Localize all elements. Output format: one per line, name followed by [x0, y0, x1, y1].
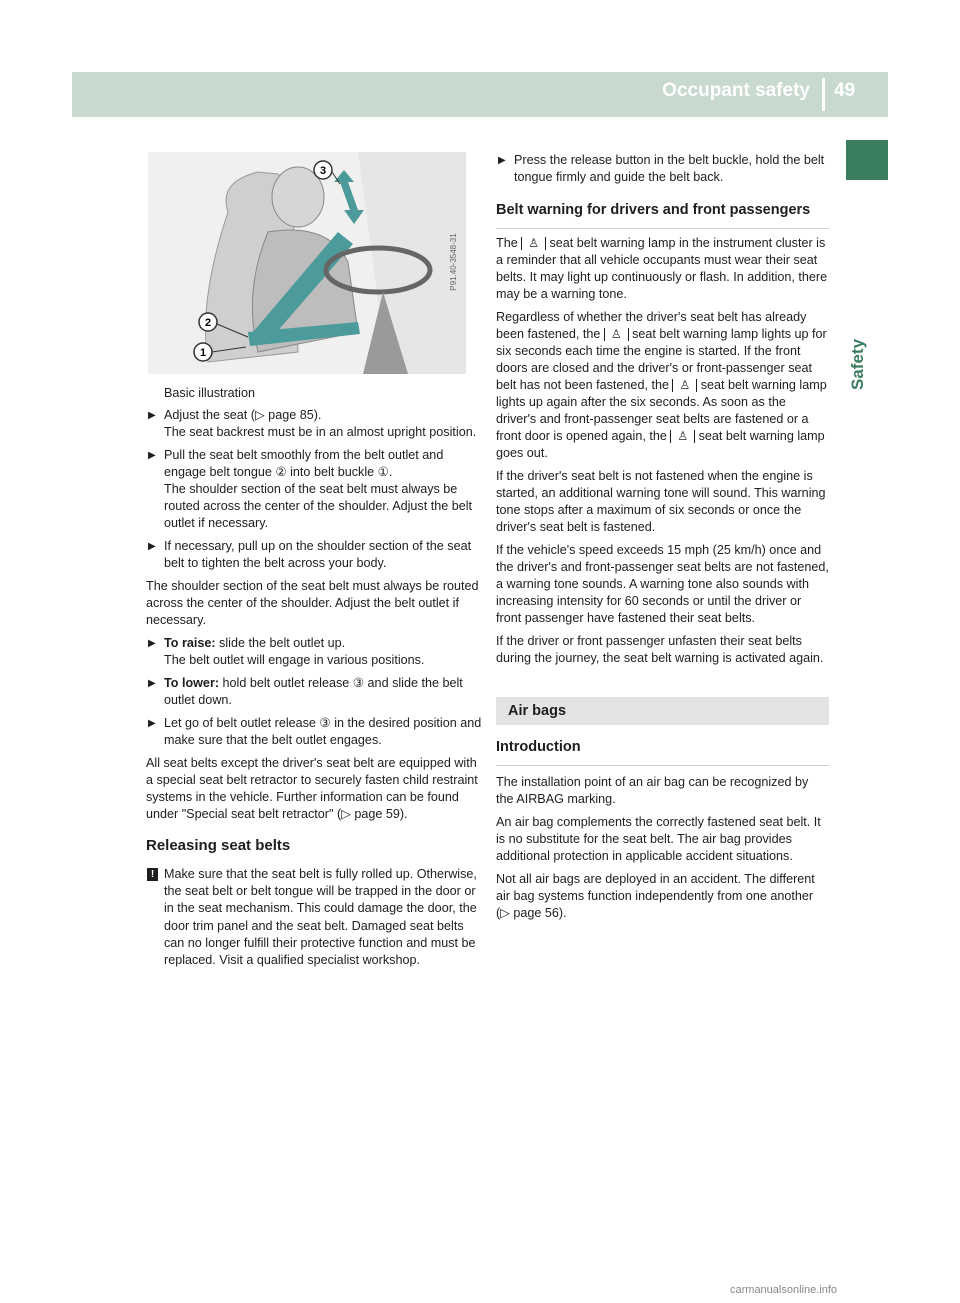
step-raise: ▶ To raise: slide the belt outlet up. The belt outlet will engage in various positions.	[148, 636, 425, 667]
step-arrow-icon: ▶	[148, 718, 156, 729]
step-arrow-icon: ▶	[148, 638, 156, 649]
driver-seatbelt-drawing	[148, 152, 466, 374]
step-pull-belt: ▶ Pull the seat belt smoothly from the belt outlet and engage belt tongue ② into belt buckle ①. The shoulder section of the seat belt must always be routed across the center of the shoulder. Adjust the belt outlet if necessary.	[148, 448, 473, 530]
step-lower: ▶ To lower: hold belt outlet release ③ and slide the belt outlet down.	[148, 676, 463, 707]
step-arrow-icon: ▶	[148, 450, 156, 461]
page-number: 49	[834, 80, 856, 101]
step-release: ▶ Press the release button in the belt buckle, hold the belt tongue firmly and guide the belt back.	[498, 153, 825, 184]
heading-belt-warning: Belt warning for drivers and front passengers	[496, 200, 829, 229]
paragraph-airbag-complement: An air bag complements the correctly fastened seat belt. It is no substitute for the seat belt. The air bag provides additional protection in applicable accident situations.	[496, 815, 821, 863]
step-let-go: ▶ Let go of belt outlet release ③ in the desired position and make sure that the belt outlet engages.	[148, 716, 482, 747]
paragraph-unfasten: If the driver or front passenger unfasten their seat belts during the journey, the seat belt warning is activated again.	[496, 634, 824, 665]
paragraph-airbag-marking: The installation point of an air bag can be recognized by the AIRBAG marking.	[496, 775, 809, 806]
left-column	[146, 152, 486, 969]
section-air-bags: Air bags	[496, 697, 829, 725]
step-arrow-icon: ▶	[148, 541, 156, 552]
paragraph-warning-lamp-timing: Regardless of whether the driver's seat belt has already been fastened, the ♙ seat belt warning lamp lights up for six seconds each time the engine is started. If the front doors are closed and the driver's or front-passenger seat belt has not been fastened, the ♙ seat belt warning lamp lights up again after the six seconds. As soon as the driver's and front-passenger seat belts are fastened or a front door is opened again, the ♙ seat belt warning lamp goes out.	[496, 310, 827, 460]
paragraph-shoulder: The shoulder section of the seat belt must always be routed across the center of the shoulder. Adjust the belt outlet if necessary.	[146, 579, 479, 627]
seatbelt-icon: ♙	[604, 328, 629, 341]
section-label: Safety	[848, 338, 867, 390]
heading-introduction: Introduction	[496, 739, 829, 766]
section-tab	[846, 140, 888, 180]
callout-2: 2	[204, 317, 212, 329]
site-watermark: carmanualsonline.info	[730, 1284, 838, 1296]
seat-belt-illustration	[148, 152, 466, 374]
paragraph-airbag-deploy: Not all air bags are deployed in an accident. The different air bag systems function independently from one another (▷ page 56).	[496, 872, 815, 920]
seatbelt-icon: ♙	[670, 430, 695, 443]
step-tighten-belt: ▶ If necessary, pull up on the shoulder section of the seat belt to tighten the belt across your body.	[148, 539, 472, 570]
callout-1: 1	[199, 347, 207, 359]
page-title: Occupant safety	[662, 80, 810, 101]
paragraph-retractor: All seat belts except the driver's seat belt are equipped with a special seat belt retractor to securely fasten child restraint systems in the vehicle. Further information can be found under "Special seat belt retractor" (▷ page 59).	[146, 756, 478, 821]
right-column	[496, 152, 829, 928]
callout-3: 3	[319, 165, 327, 177]
paragraph-warning-tone: If the driver's seat belt is not fastened when the engine is started, an additional warning tone will sound. This warning tone stops after a maximum of six seconds or once the driver's seat belt is fastened.	[496, 469, 826, 534]
figure-caption: Basic illustration	[164, 386, 255, 400]
seatbelt-icon: ♙	[521, 237, 546, 250]
step-arrow-icon: ▶	[148, 678, 156, 689]
step-arrow-icon: ▶	[498, 155, 506, 166]
warning-note: ! Make sure that the seat belt is fully rolled up. Otherwise, the seat belt or belt tongue will be trapped in the door or in the seat mechanism. This could damage the door, the door trim panel and the seat belt. Damaged seat belts can no longer fulfill their protective function and must be replaced. Visit a qualified specialist workshop.	[146, 866, 486, 969]
header-divider	[822, 78, 825, 111]
heading-releasing: Releasing seat belts	[146, 837, 291, 854]
image-code: P91.40-3548-31	[449, 233, 458, 291]
paragraph-warning-lamp: The ♙ seat belt warning lamp in the instrument cluster is a reminder that all vehicle occupants must wear their seat belts. It may light up continuously or flash. In addition, there may be a warning tone.	[496, 236, 828, 301]
step-adjust-seat: ▶ Adjust the seat (▷ page 85). The seat backrest must be in an almost upright position.	[148, 408, 477, 439]
seatbelt-icon: ♙	[672, 379, 697, 392]
step-arrow-icon: ▶	[148, 410, 156, 421]
warning-icon: !	[147, 868, 158, 881]
paragraph-speed-warning: If the vehicle's speed exceeds 15 mph (25 km/h) once and the driver's and front-passenger seat belts are not fastened, a warning tone sounds. A warning tone also sounds with increasing intensity for 60 seconds or until the driver or front passenger have fastened their seat belts.	[496, 543, 829, 625]
